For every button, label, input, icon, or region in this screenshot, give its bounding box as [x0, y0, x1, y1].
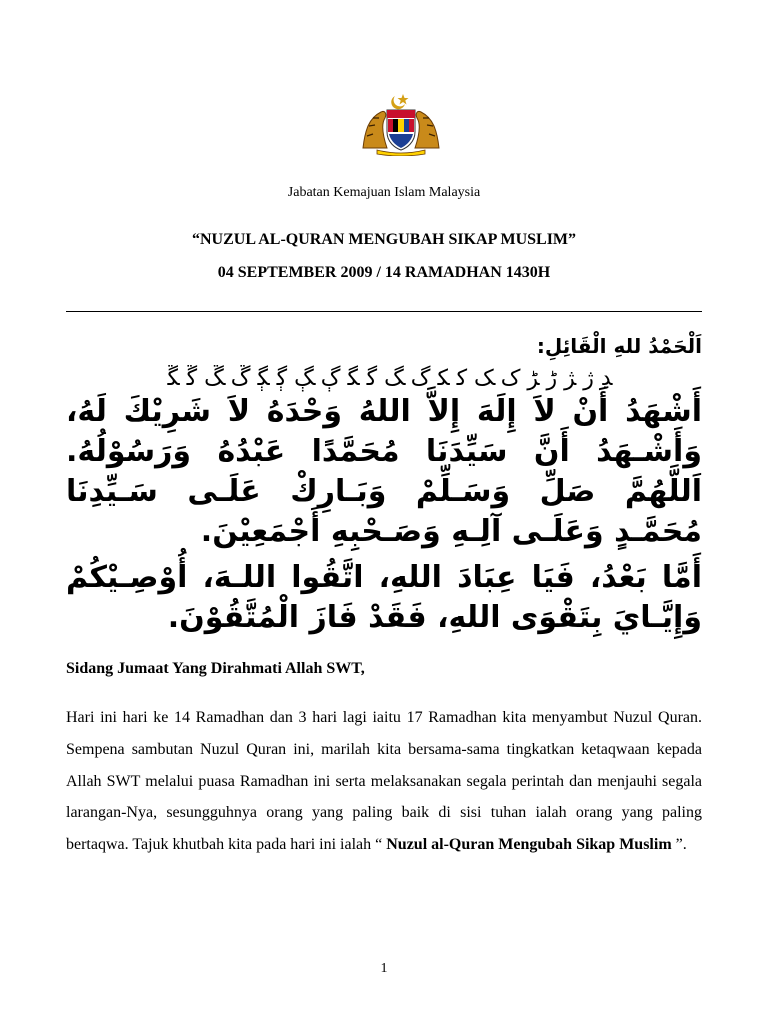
- paragraph-bold-title: Nuzul al-Quran Mengubah Sikap Muslim: [382, 836, 676, 854]
- arabic-shahada-paragraph: أَشْهَدُ أَنْ لاَ إِلَهَ إِلاَّ اللهُ وَحْدَهُ لاَ شَرِيْكَ لَهُ، وَأَشْـهَدُ أَنَّ سَيِّدَنَا مُحَمَّدًا عَبْدُهُ وَرَسُوْلُهُ. اَللَّهُمَّ صَلِّ وَسَـلِّمْ وَبَـارِكْ عَلَـى سَـيِّدِنَا مُحَمَّـدٍ وَعَلَـى آلِـهِ وَصَـحْبِهِ أَجْمَعِيْنَ.: [66, 394, 702, 549]
- paragraph-end: ”.: [675, 836, 687, 854]
- coat-of-arms-icon: [359, 92, 443, 156]
- agency-name: Jabatan Kemajuan Islam Malaysia: [287, 185, 481, 200]
- sermon-title: “NUZUL AL-QURAN MENGUBAH SIKAP MUSLIM”: [191, 231, 577, 248]
- arabic-quran-verse-glyphs: ﮃ ﮊ ﮋ ﮌ ﮍ ﮎ ﮏ ﮐ ﮑ ﮒ ﮓ ﮔ ﮕ ﮖ ﮗ ﮘ ﮙ ﮚ ﮛ ﮜ ﮝ: [167, 366, 613, 391]
- arabic-heading: اَلْحَمْدُ للهِ الْقَائِلِ:: [536, 334, 702, 358]
- arabic-taqwa-paragraph: أَمَّا بَعْدُ، فَيَا عِبَادَ اللهِ، اتَّقُوا اللـهَ، أُوْصِـيْكُمْ وَإِيَّـايَ بِتَقْوَى اللهِ، فَقَدْ فَازَ الْمُتَّقُوْنَ.: [66, 560, 702, 635]
- body-paragraph: [66, 702, 702, 861]
- paragraph-text: Hari ini hari ke 14 Ramadhan dan 3 hari lagi iaitu 17 Ramadhan kita menyambut Nuzul Quran. Sempena sambutan Nuzul Quran ini, marilah kita bersama-sama tingkatkan ketaqwaan kepada Allah SWT melalui puasa Ramadhan ini serta melaksanakan segala perintah dan menjauhi segala larangan-Nya, sesungguhnya orang yang paling baik di sisi tuhan ialah orang yang paling bertaqwa. Tajuk khutbah kita pada hari ini ialah “: [66, 709, 702, 854]
- divider-line: [66, 311, 702, 312]
- sermon-date: 04 SEPTEMBER 2009 / 14 RAMADHAN 1430H: [217, 264, 551, 281]
- page-number: 1: [380, 961, 388, 976]
- greeting: Sidang Jumaat Yang Dirahmati Allah SWT,: [66, 660, 365, 677]
